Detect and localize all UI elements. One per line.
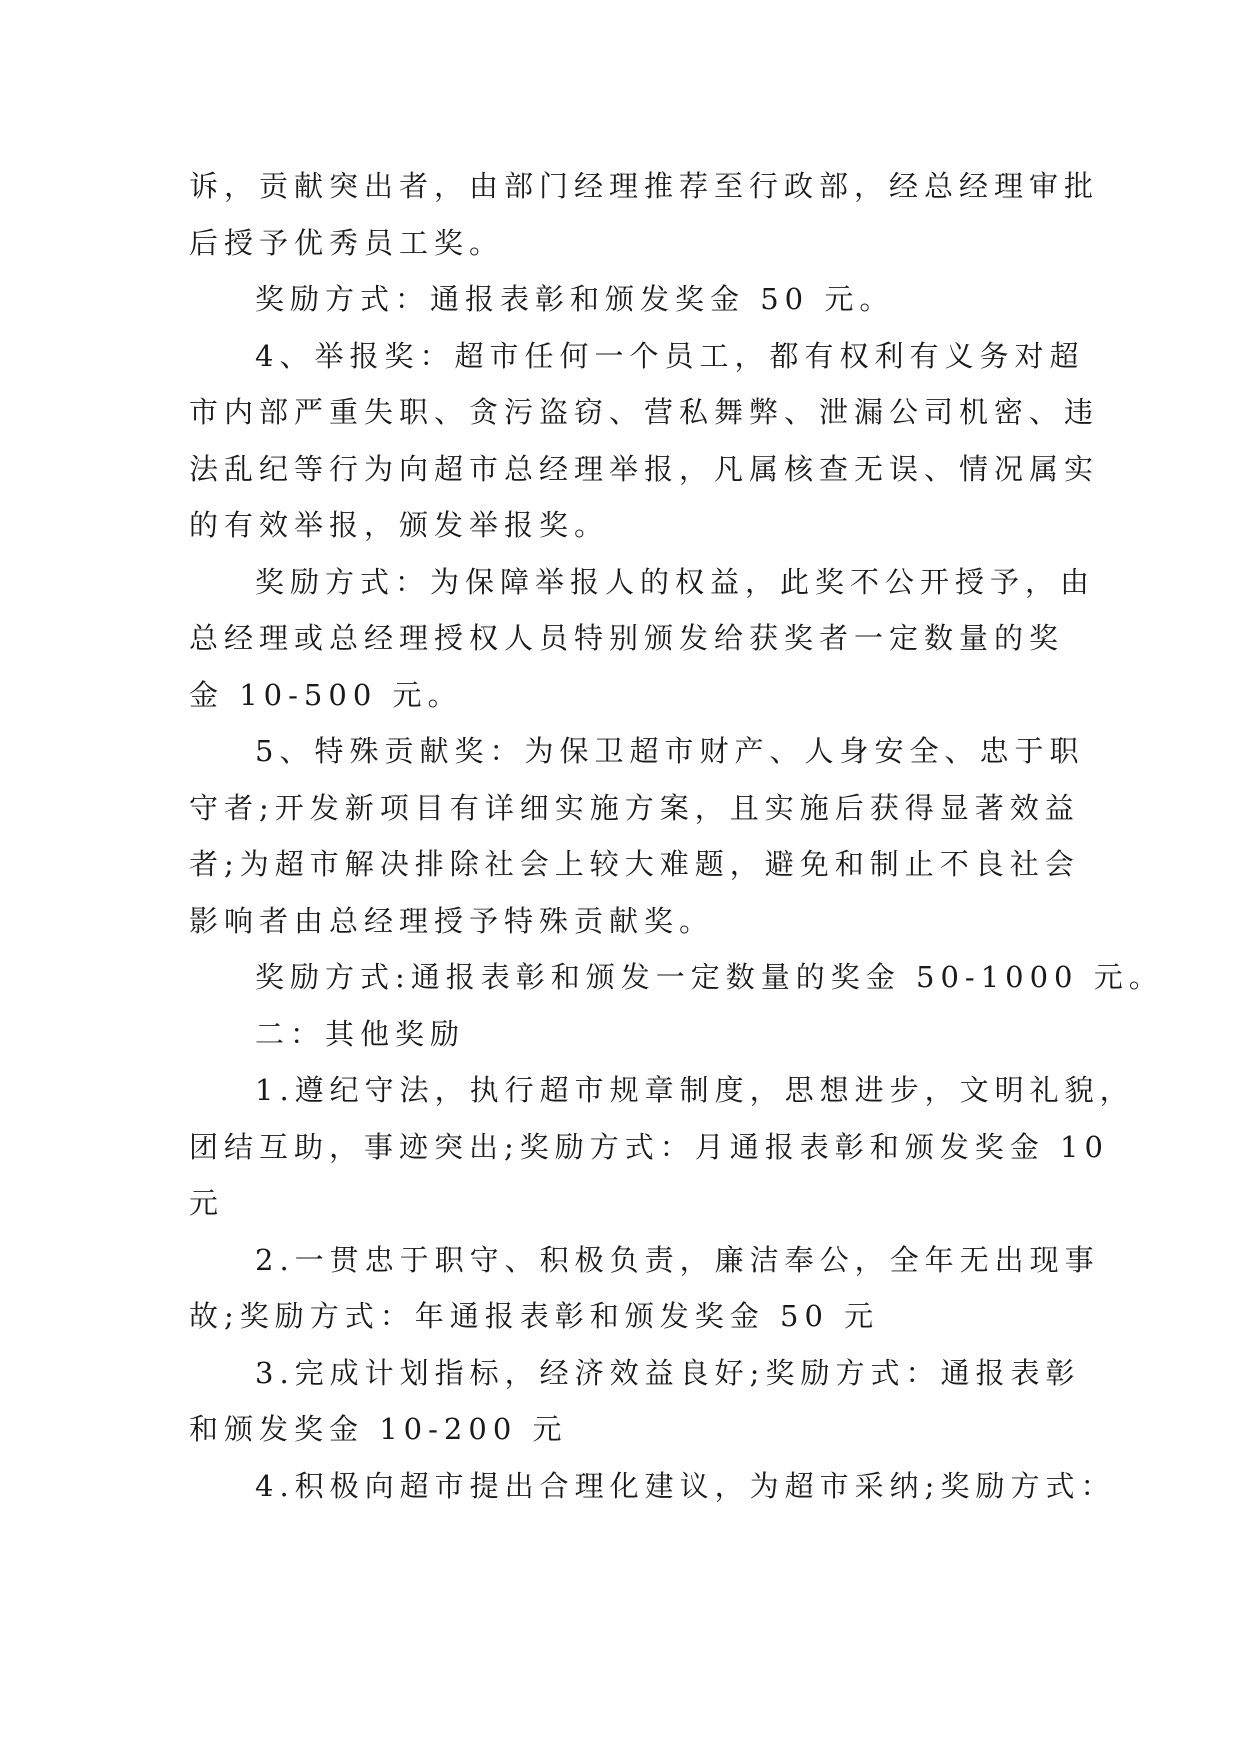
text-line: 者;为超市解决排除社会上较大难题，避免和制止不良社会 [189, 847, 1080, 881]
text-line: 3.完成计划指标，经济效益良好;奖励方式：通报表彰 [255, 1355, 1081, 1390]
document-body [189, 158, 1164, 1514]
text-line: 总经理或总经理授权人员特别颁发给获奖者一定数量的奖 [189, 621, 1065, 655]
text-line: 后授予优秀员工奖。 [189, 225, 505, 260]
text-line: 和颁发奖金 10-200 元 [189, 1412, 568, 1446]
text-line: 法乱纪等行为向超市总经理举报，凡属核查无误、情况属实 [189, 451, 1100, 486]
text-line: 二：其他奖励 [255, 1016, 466, 1051]
text-line: 诉，贡献突出者，由部门经理推荐至行政部，经总经理审批 [189, 169, 1100, 203]
text-line: 5、特殊贡献奖：为保卫超市财产、人身安全、忠于职 [255, 734, 1085, 768]
text-line: 守者;开发新项目有详细实施方案，且实施后获得显著效益 [189, 790, 1080, 825]
text-line: 奖励方式：通报表彰和颁发奖金 50 元。 [255, 282, 895, 316]
text-line: 市内部严重失职、贪污盗窃、营私舞弊、泄漏公司机密、违 [189, 395, 1100, 429]
text-line: 1.遵纪守法，执行超市规章制度，思想进步，文明礼貌， [255, 1073, 1135, 1107]
text-line: 团结互助，事迹突出;奖励方式：月通报表彰和颁发奖金 10 [189, 1129, 1109, 1164]
text-line: 4、举报奖：超市任何一个员工，都有权利有义务对超 [255, 338, 1085, 373]
text-line: 影响者由总经理授予特殊贡献奖。 [189, 903, 715, 938]
text-line: 奖励方式：为保障举报人的权益，此奖不公开授予，由 [255, 564, 1096, 599]
text-line: 故;奖励方式：年通报表彰和颁发奖金 50 元 [189, 1299, 880, 1333]
text-line: 的有效举报，颁发举报奖。 [189, 508, 610, 542]
text-line: 元 [189, 1186, 225, 1220]
text-line: 4.积极向超市提出合理化建议，为超市采纳;奖励方式： [255, 1468, 1116, 1503]
text-line: 2.一贯忠于职守、积极负责，廉洁奉公，全年无出现事 [255, 1242, 1100, 1277]
text-line: 奖励方式:通报表彰和颁发一定数量的奖金 50-1000 元。 [255, 960, 1164, 994]
text-line: 金 10-500 元。 [189, 677, 463, 712]
